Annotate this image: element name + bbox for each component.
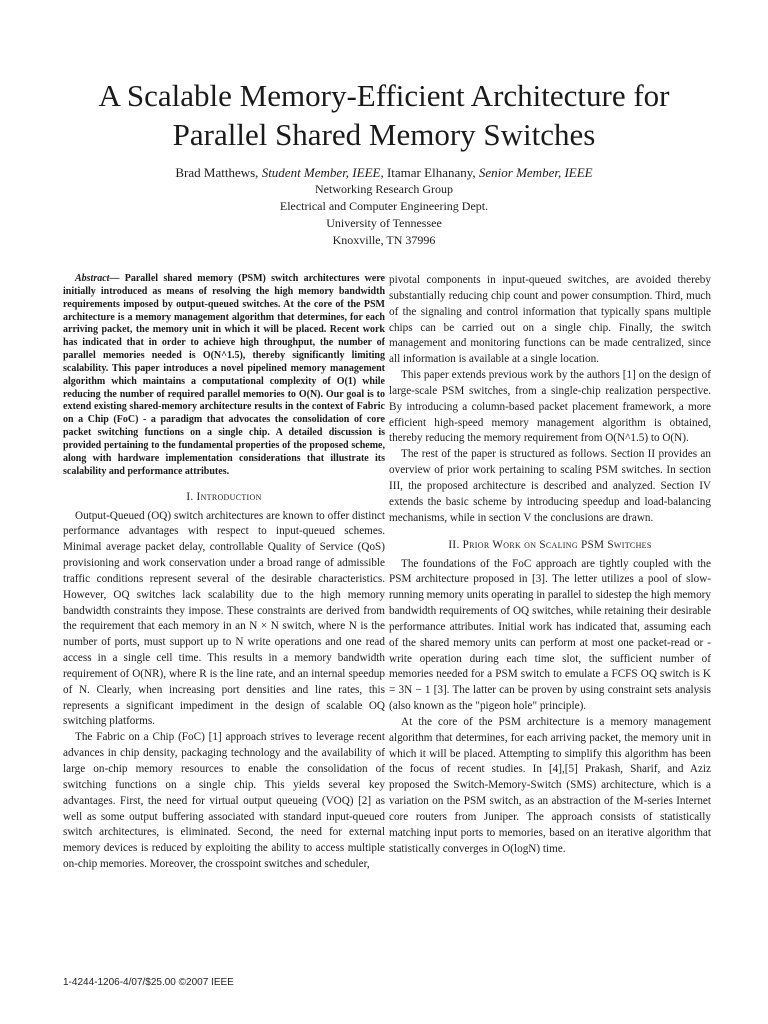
section-heading-introduction: I. Introduction <box>186 490 262 503</box>
abstract-label: Abstract <box>75 273 110 284</box>
right-paragraph-2: This paper extends previous work by the authors [1] on the design of large-scale PSM switches, from a single-chip realization perspective. By introducing a column-based packet placement framework, a more efficient high-speed memory management algorithm is obtained, thereby reducing the memory requirement from O(N^1.5) to O(N). <box>389 369 711 445</box>
intro-paragraph-2: The Fabric on a Chip (FoC) [1] approach strives to leverage recent advances in chip density, packaging technology and the availability of large on-chip memory resources to enable the consolidation of switching functions on a single chip. This yields several key advantages. First, the need for virtual output queueing (VOQ) [2] as well as some output buffering associated with standard input-queued switch architectures, is eliminated. Second, the need for external memory devices is reduced by exploiting the ability to access multiple on-chip memories. Moreover, the crosspoint switches and scheduler, <box>63 731 385 871</box>
author-line <box>40 164 728 181</box>
title-line-1: A Scalable Memory-Efficient Architecture for <box>98 78 670 113</box>
prior-paragraph-1: The foundations of the FoC approach are tightly coupled with the PSM architecture proposed in [3]. The letter utilizes a pool of slow-running memory units operating in parallel to sidestep the high memory bandwidth requirements of OQ switches, while retaining their desirable performance attributes. Initial work has indicated that, assuming each of the shared memory units can perform at most one packet-read or -write operation during each time slot, the sufficient number of memories needed for a PSM switch to emulate a FCFS OQ switch is K = 3N − 1 [3]. The latter can be proven by using constraint sets analysis (also known as the "pigeon hole" principle). <box>389 557 711 713</box>
title-line-2: Parallel Shared Memory Switches <box>172 117 596 152</box>
author-block <box>40 164 728 249</box>
left-column <box>63 273 385 873</box>
abstract-text: — Parallel shared memory (PSM) switch architectures were initially introduced as means of resolving the high memory bandwidth requirements imposed by output-queued switches. At the core of the PSM architecture is a memory management algorithm that determines, for each arriving packet, the memory unit in which it will be placed. Recent work has indicated that in order to achieve high throughput, the number of parallel memories needed is O(N^1.5), thereby significantly limiting scalability. This paper introduces a novel pipelined memory management algorithm which maintains a computational complexity of O(1) while reducing the number of required parallel memories to O(N). Our goal is to extend existing shared-memory architecture results in the context of Fabric on a Chip (FoC) - a paradigm that advocates the consolidation of core packet switching functions on a single chip. A detailed discussion is provided pertaining to the fundamental properties of the proposed scheme, along with hardware implementation considerations that illustrate its scalability and performance attributes. <box>63 273 385 477</box>
section-heading-prior-work: II. Prior Work on Scaling PSM Switches <box>448 538 652 551</box>
affiliation-university: University of Tennessee <box>326 216 442 230</box>
right-paragraph-3: The rest of the paper is structured as follows. Section II provides an overview of prior work pertaining to scaling PSM switches. In section III, the proposed architecture is described and analyzed. Section IV extends the basic scheme by introducing speedup and load-balancing mechanisms, while in section V the conclusions are drawn. <box>389 448 711 524</box>
affiliation-city: Knoxville, TN 37996 <box>332 233 436 247</box>
affiliation-group: Networking Research Group <box>315 182 453 196</box>
paper-title <box>40 76 728 154</box>
author-1-role: Student Member, IEEE, <box>261 165 384 180</box>
author-2-role: Senior Member, IEEE <box>478 165 593 180</box>
copyright-footer: 1-4244-1206-4/07/$25.00 ©2007 IEEE <box>63 977 234 988</box>
author-2-name: Itamar Elhanany, <box>386 165 476 180</box>
right-paragraph-1: pivotal components in input-queued switches, are avoided thereby substantially reducing chip count and power consumption. Third, much of the signaling and control information that typically spans multiple chips can be carried out on a single chip. Finally, the switch management and monitoring functions can be made centralized, since all information is available at a single location. <box>389 274 711 366</box>
right-column <box>389 273 711 858</box>
prior-paragraph-2: At the core of the PSM architecture is a memory management algorithm that determines, for each arriving packet, the memory unit in which it will be placed. Attempting to simplify this algorithm has been the focus of recent studies. In [4],[5] Prakash, Sharif, and Aziz proposed the Switch-Memory-Switch (SMS) architecture, which is a variation on the PSM switch, as an abstraction of the M-series Internet core routers from Juniper. The approach consists of statistically matching input ports to memories, based on an iterative algorithm that statistically converges in O(logN) time. <box>389 715 711 855</box>
intro-paragraph-1: Output-Queued (OQ) switch architectures are known to offer distinct performance advantages with respect to input-queued schemes. Minimal average packet delay, controllable Quality of Service (QoS) provisioning and work conservation under a broad range of admissible traffic conditions represent several of the desirable characteristics. However, OQ switches lack scalability due to the high memory bandwidth constraints they impose. These constraints are derived from the requirement that each memory in an N × N switch, where N is the number of ports, must support up to N write operations and one read access in a single cell time. This results in a memory bandwidth requirement of O(NR), where R is the line rate, and an internal speedup of N. Clearly, when increasing port densities and line rates, this represents a significant impediment in the design of scalable OQ switching platforms. <box>63 509 385 728</box>
abstract <box>63 273 385 479</box>
affiliation-dept: Electrical and Computer Engineering Dept. <box>279 199 489 213</box>
author-1-name: Brad Matthews, <box>175 165 259 180</box>
